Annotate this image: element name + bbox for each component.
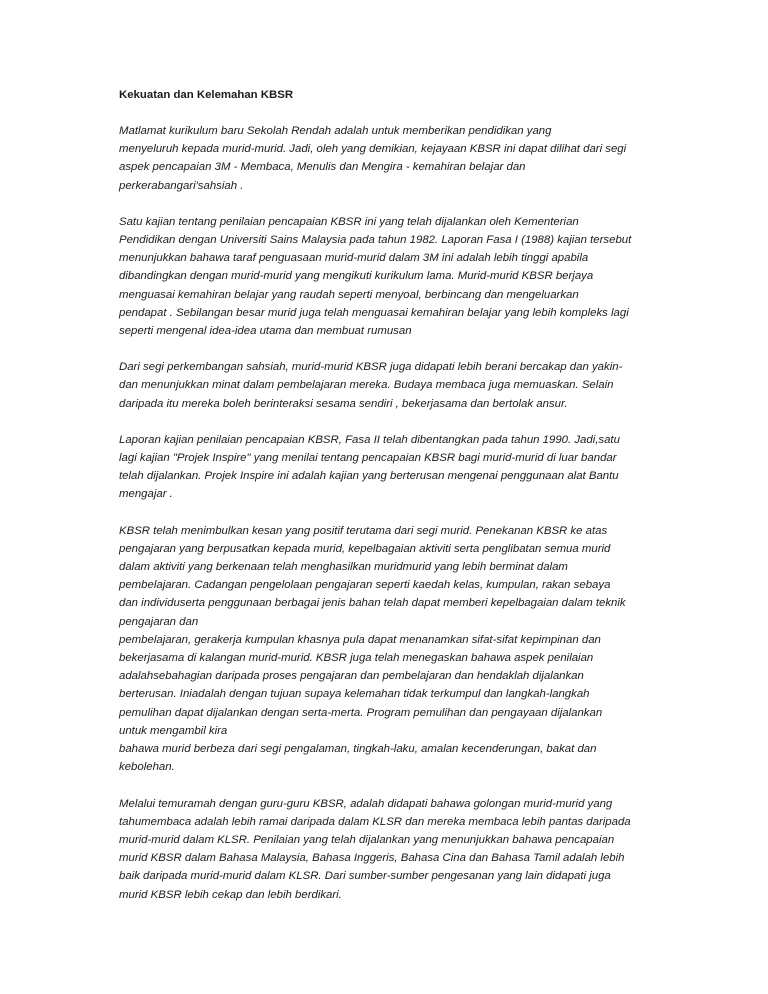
text-line: berterusan. Iniadalah dengan tujuan supaya kelemahan tidak terkumpul dan langkah-langkah [119, 688, 590, 701]
text-line: mengajar . [119, 488, 173, 501]
text-line: lagi kajian "Projek Inspire" yang menilai tentang pencapaian KBSR bagi murid-murid di luar bandar [119, 452, 617, 465]
text-line: aspek pencapaian 3M - Membaca, Menulis dan Mengira - kemahiran belajar dan [119, 161, 526, 174]
text-line: dan menunjukkan minat dalam pembelajaran mereka. Budaya membaca juga memuaskan. Selain [119, 379, 614, 392]
text-line: pemulihan dapat dijalankan dengan serta-merta. Program pemulihan dan pengayaan dijalankan [119, 706, 603, 719]
text-line: murid KBSR dalam Bahasa Malaysia, Bahasa Inggeris, Bahasa Cina dan Bahasa Tamil adalah lebih [119, 852, 625, 865]
text-line: menyeluruh kepada murid-murid. Jadi, oleh yang demikian, kejayaan KBSR ini dapat dilihat dari segi [119, 143, 627, 156]
text-line: dalam aktiviti yang berkenaan telah menghasilkan muridmurid yang lebih berminat dalam [119, 561, 568, 574]
paragraph [119, 431, 668, 504]
text-line: pengajaran dan [119, 615, 199, 628]
text-line: menguasai kemahiran belajar yang raudah seperti menyoal, berbincang dan mengeluarkan [119, 288, 579, 301]
text-line: daripada itu mereka boleh berinteraksi sesama sendiri , bekerjasama dan bertolak ansur. [119, 397, 568, 410]
text-line: pembelajaran. Cadangan pengelolaan pengajaran seperti kaedah kelas, kumpulan, rakan sebaya [119, 579, 611, 592]
text-line: Pendidikan dengan Universiti Sains Malaysia pada tahun 1982. Laporan Fasa I (1988) kajian tersebut [119, 234, 632, 247]
text-line: menunjukkan bahawa taraf penguasaan murid-murid dalam 3M ini adalah lebih tinggi apabila [119, 252, 589, 265]
text-line: untuk mengambil kira [119, 724, 228, 737]
text-line: tahumembaca adalah lebih ramai daripada dalam KLSR dan mereka membaca lebih pantas daripada [119, 815, 631, 828]
text-line: perkerabangari'sahsiah . [119, 179, 244, 192]
paragraph [119, 795, 668, 904]
text-line: Laporan kajian penilaian pencapaian KBSR, Fasa II telah dibentangkan pada tahun 1990. Jadi,satu [119, 433, 620, 446]
text-line: pendapat . Sebilangan besar murid juga telah menguasai kemahiran belajar yang lebih kompleks lagi [119, 306, 629, 319]
text-line: KBSR telah menimbulkan kesan yang positif terutama dari segi murid. Penekanan KBSR ke atas [119, 524, 608, 537]
text-line: pembelajaran, gerakerja kumpulan khasnya pula dapat menanamkan sifat-sifat kepimpinan dan [119, 633, 601, 646]
text-line: Matlamat kurikulum baru Sekolah Rendah adalah untuk memberikan pendidikan yang [119, 125, 552, 137]
text-line: Melalui temuramah dengan guru-guru KBSR, adalah didapati bahawa golongan murid-murid yang [119, 797, 613, 810]
text-line: bekerjasama di kalangan murid-murid. KBSR juga telah menegaskan bahawa aspek penilaian [119, 652, 594, 665]
text-line: bahawa murid berbeza dari segi pengalaman, tingkah-laku, amalan kecenderungan, bakat dan [119, 743, 597, 756]
paragraph [119, 522, 668, 777]
document-title: Kekuatan dan Kelemahan KBSR [119, 89, 294, 101]
text-line: Dari segi perkembangan sahsiah, murid-murid KBSR juga didapati lebih berani bercakap dan yakin- [119, 361, 623, 374]
text-line: murid-murid dalam KLSR. Penilaian yang telah dijalankan yang menunjukkan bahawa pencapaian [119, 833, 615, 846]
paragraph [119, 213, 668, 340]
text-line: seperti mengenal idea-idea utama dan membuat rumusan [119, 325, 412, 338]
text-line: pengajaran yang berpusatkan kepada murid, kepelbagaian aktiviti serta penglibatan semua murid [119, 542, 611, 555]
text-line: baik daripada murid-murid dalam KLSR. Dari sumber-sumber pengesanan yang lain didapati juga [119, 870, 611, 883]
text-line: adalahsebahagian daripada proses pengajaran dan pembelajaran dan hendaklah dijalankan [119, 670, 584, 683]
paragraph [119, 358, 668, 413]
document-body [119, 122, 668, 904]
text-line: kebolehan. [119, 761, 175, 774]
text-line: dibandingkan dengan murid-murid yang mengikuti kurikulum lama. Murid-murid KBSR berjaya [119, 270, 594, 283]
text-line: dan individuserta penggunaan berbagai jenis bahan telah dapat memberi kepelbagaian dalam teknik [119, 597, 626, 610]
text-line: murid KBSR lebih cekap dan lebih berdikari. [119, 888, 342, 901]
paragraph [119, 122, 668, 195]
text-line: telah dijalankan. Projek Inspire ini adalah kajian yang berterusan mengenai penggunaan alat Bantu [119, 470, 619, 483]
text-line: Satu kajian tentang penilaian pencapaian KBSR ini yang telah dijalankan oleh Kementerian [119, 215, 579, 228]
